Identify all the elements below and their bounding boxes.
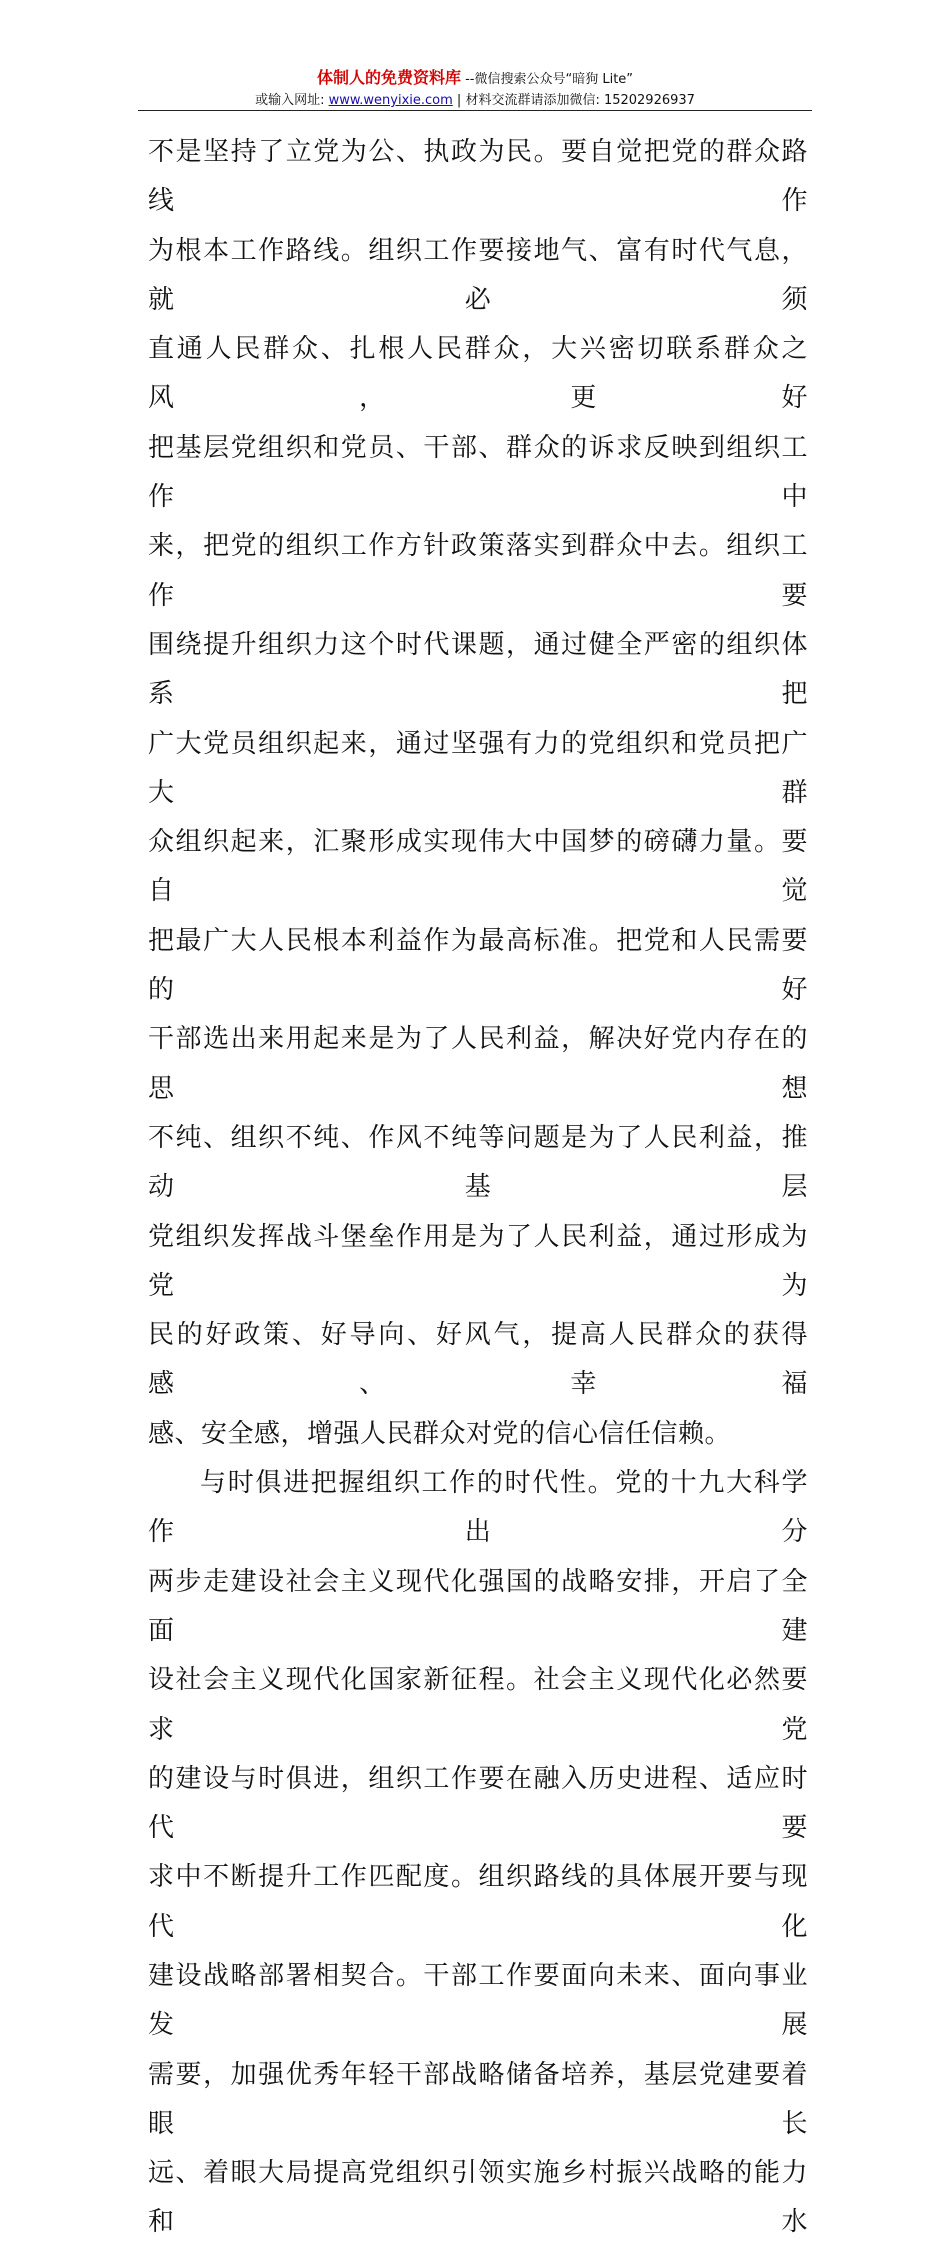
text-line: 来，把党的组织工作方针政策落实到群众中去。组织工作要 xyxy=(148,531,808,611)
text-line: 的建设与时俱进，组织工作要在融入历史进程、适应时代要 xyxy=(148,1763,808,1844)
text-line: 不纯、组织不纯、作风不纯等问题是为了人民利益，推动基层 xyxy=(148,1122,808,1203)
text-line: 求中不断提升工作匹配度。组织路线的具体展开要与现代化 xyxy=(148,1862,808,1942)
text-line: 党组织发挥战斗堡垒作用是为了人民利益，通过形成为党为 xyxy=(148,1221,808,1301)
paragraph-heading-line: 与时俱进把握组织工作的时代性。党的十九大科学作出分 xyxy=(148,1468,808,1548)
url-prefix: 或输入网址: xyxy=(255,93,329,108)
text-line: 需要，加强优秀年轻干部战略储备培养，基层党建要着眼长 xyxy=(148,2059,808,2139)
text-line: 为根本工作路线。组织工作要接地气、富有时代气息，就必须 xyxy=(148,235,808,315)
text-line: 把基层党组织和党员、干部、群众的诉求反映到组织工作中 xyxy=(148,432,808,513)
text-line: 干部选出来用起来是为了人民利益，解决好党内存在的思想 xyxy=(148,1024,808,1104)
text-line: 把最广大人民根本利益作为最高标准。把党和人民需要的好 xyxy=(148,925,808,1006)
text-line: 直通人民群众、扎根人民群众，大兴密切联系群众之风，更好 xyxy=(148,334,808,414)
header-divider xyxy=(138,110,812,111)
text-line: 感、安全感，增强人民群众对党的信心信任信赖。 xyxy=(148,1418,732,1449)
page-header xyxy=(0,68,950,110)
text-line: 远、着眼大局提高党组织引领实施乡村振兴战略的能力和水 xyxy=(148,2158,808,2238)
header-title-line xyxy=(0,68,950,90)
text-line: 设社会主义现代化国家新征程。社会主义现代化必然要求党 xyxy=(148,1665,808,1745)
brand-title: 体制人的免费资料库 xyxy=(316,68,461,87)
header-contact-line xyxy=(0,92,950,110)
text-line: 围绕提升组织力这个时代课题，通过健全严密的组织体系把 xyxy=(148,629,808,710)
text-line: 众组织起来，汇聚形成实现伟大中国梦的磅礴力量。要自觉 xyxy=(148,827,808,907)
text-line: 两步走建设社会主义现代化强国的战略安排，开启了全面建 xyxy=(148,1566,808,1646)
wechat-note: --微信搜索公众号“暗狗 Lite” xyxy=(460,72,634,87)
contact-info: | 材料交流群请添加微信: 15202926937 xyxy=(452,93,695,108)
document-body xyxy=(148,128,808,2248)
text-line: 建设战略部署相契合。干部工作要面向未来、面向事业发展 xyxy=(148,1960,808,2041)
text-line: 不是坚持了立党为公、执政为民。要自觉把党的群众路线作 xyxy=(148,137,808,217)
text-line: 民的好政策、好导向、好风气，提高人民群众的获得感、幸福 xyxy=(148,1320,808,1400)
website-link[interactable]: www.wenyixie.com xyxy=(328,93,453,108)
text-line: 广大党员组织起来，通过坚强有力的党组织和党员把广大群 xyxy=(148,728,808,808)
